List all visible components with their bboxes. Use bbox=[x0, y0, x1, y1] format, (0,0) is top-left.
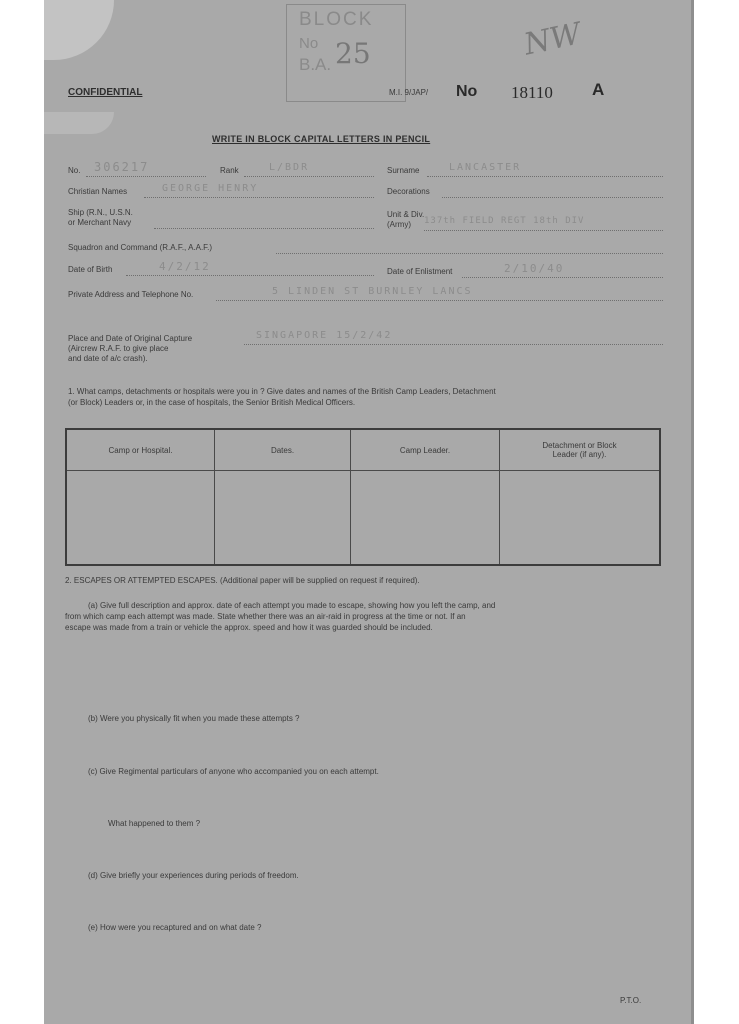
form-number: 18110 bbox=[511, 83, 553, 102]
address-label: Private Address and Telephone No. bbox=[68, 290, 194, 299]
q2a-line-1: (a) Give full description and approx. date of each attempt you made to escape, showing how you left the camp, and bbox=[88, 601, 496, 610]
col-dates: Dates. bbox=[215, 429, 351, 471]
address-value: 5 LINDEN ST BURNLEY LANCS bbox=[272, 286, 473, 297]
col-detachment-leader bbox=[500, 429, 661, 471]
col-detachment-leader-line-2: Leader (if any). bbox=[552, 450, 607, 459]
unit-label-1: Unit & Div. bbox=[387, 210, 425, 219]
capture-label-2: (Aircrew R.A.F. to give place bbox=[68, 344, 169, 353]
col-camp-leader: Camp Leader. bbox=[351, 429, 500, 471]
q2c-followup: What happened to them ? bbox=[108, 819, 201, 828]
dob-value: 4/2/12 bbox=[159, 260, 211, 273]
service-number-value: 306217 bbox=[94, 160, 150, 174]
christian-names-label: Christian Names bbox=[68, 187, 128, 196]
enlistment-label: Date of Enlistment bbox=[387, 267, 453, 276]
decorations-label: Decorations bbox=[387, 187, 430, 196]
capture-label-3: and date of a/c crash). bbox=[68, 354, 148, 363]
ship-label-1: Ship (R.N., U.S.N. bbox=[68, 208, 133, 217]
q2e: (e) How were you recaptured and on what date ? bbox=[88, 923, 262, 932]
unit-label-2: (Army) bbox=[387, 220, 411, 229]
form-suffix: A bbox=[592, 80, 605, 99]
q2a-line-3: escape was made from a train or vehicle the approx. speed and how it was guarded should be included. bbox=[65, 623, 433, 632]
enlistment-value: 2/10/40 bbox=[504, 262, 565, 275]
q1-line-1: 1. What camps, detachments or hospitals were you in ? Give dates and names of the British Camp Leaders, Detachment bbox=[68, 387, 496, 396]
form-reference: M.I. 9/JAP/ bbox=[389, 88, 429, 97]
col-detachment-leader-line-1: Detachment or Block bbox=[542, 441, 617, 450]
unit-value: 137th FIELD REGT 18th DIV bbox=[424, 216, 585, 226]
q2-heading: 2. ESCAPES OR ATTEMPTED ESCAPES. (Additional paper will be supplied on request if required). bbox=[65, 576, 420, 585]
q2a-line-2: from which camp each attempt was made. State whether there was an air-raid in progress at the time or not. If an bbox=[65, 612, 466, 621]
stamp-block: BLOCK bbox=[299, 9, 374, 30]
rank-label: Rank bbox=[220, 166, 239, 175]
handwritten-mark: NW bbox=[520, 16, 585, 63]
stamp-number: 25 bbox=[335, 37, 371, 70]
q1-line-2: (or Block) Leaders or, in the case of hospitals, the Senior British Medical Officers. bbox=[68, 398, 356, 407]
dob-label: Date of Birth bbox=[68, 265, 113, 274]
surname-value: LANCASTER bbox=[449, 162, 522, 173]
stamp-ba: B.A. bbox=[299, 55, 332, 74]
page-edge bbox=[691, 0, 694, 1024]
q2b: (b) Were you physically fit when you made these attempts ? bbox=[88, 714, 300, 723]
col-camp: Camp or Hospital. bbox=[66, 429, 215, 471]
number-label: No bbox=[456, 83, 478, 100]
squadron-label: Squadron and Command (R.A.F., A.A.F.) bbox=[68, 243, 213, 252]
q2c: (c) Give Regimental particulars of anyone who accompanied you on each attempt. bbox=[88, 767, 379, 776]
page-title: WRITE IN BLOCK CAPITAL LETTERS IN PENCIL bbox=[212, 134, 431, 144]
block-stamp bbox=[286, 4, 406, 102]
stamp-no: No bbox=[299, 35, 319, 52]
confidential-label: CONFIDENTIAL bbox=[68, 87, 143, 98]
christian-names-value: GEORGE HENRY bbox=[162, 183, 259, 194]
rank-value: L/BDR bbox=[269, 162, 310, 173]
capture-label-1: Place and Date of Original Capture bbox=[68, 334, 193, 343]
surname-label: Surname bbox=[387, 166, 420, 175]
pto-label: P.T.O. bbox=[620, 996, 642, 1005]
camps-table bbox=[65, 428, 661, 566]
torn-corner bbox=[44, 0, 114, 60]
torn-edge bbox=[44, 112, 114, 134]
q2d: (d) Give briefly your experiences during periods of freedom. bbox=[88, 871, 299, 880]
no-label: No. bbox=[68, 166, 81, 175]
capture-value: SINGAPORE 15/2/42 bbox=[256, 330, 393, 341]
ship-label-2: or Merchant Navy bbox=[68, 218, 132, 227]
form-page bbox=[44, 0, 694, 1024]
